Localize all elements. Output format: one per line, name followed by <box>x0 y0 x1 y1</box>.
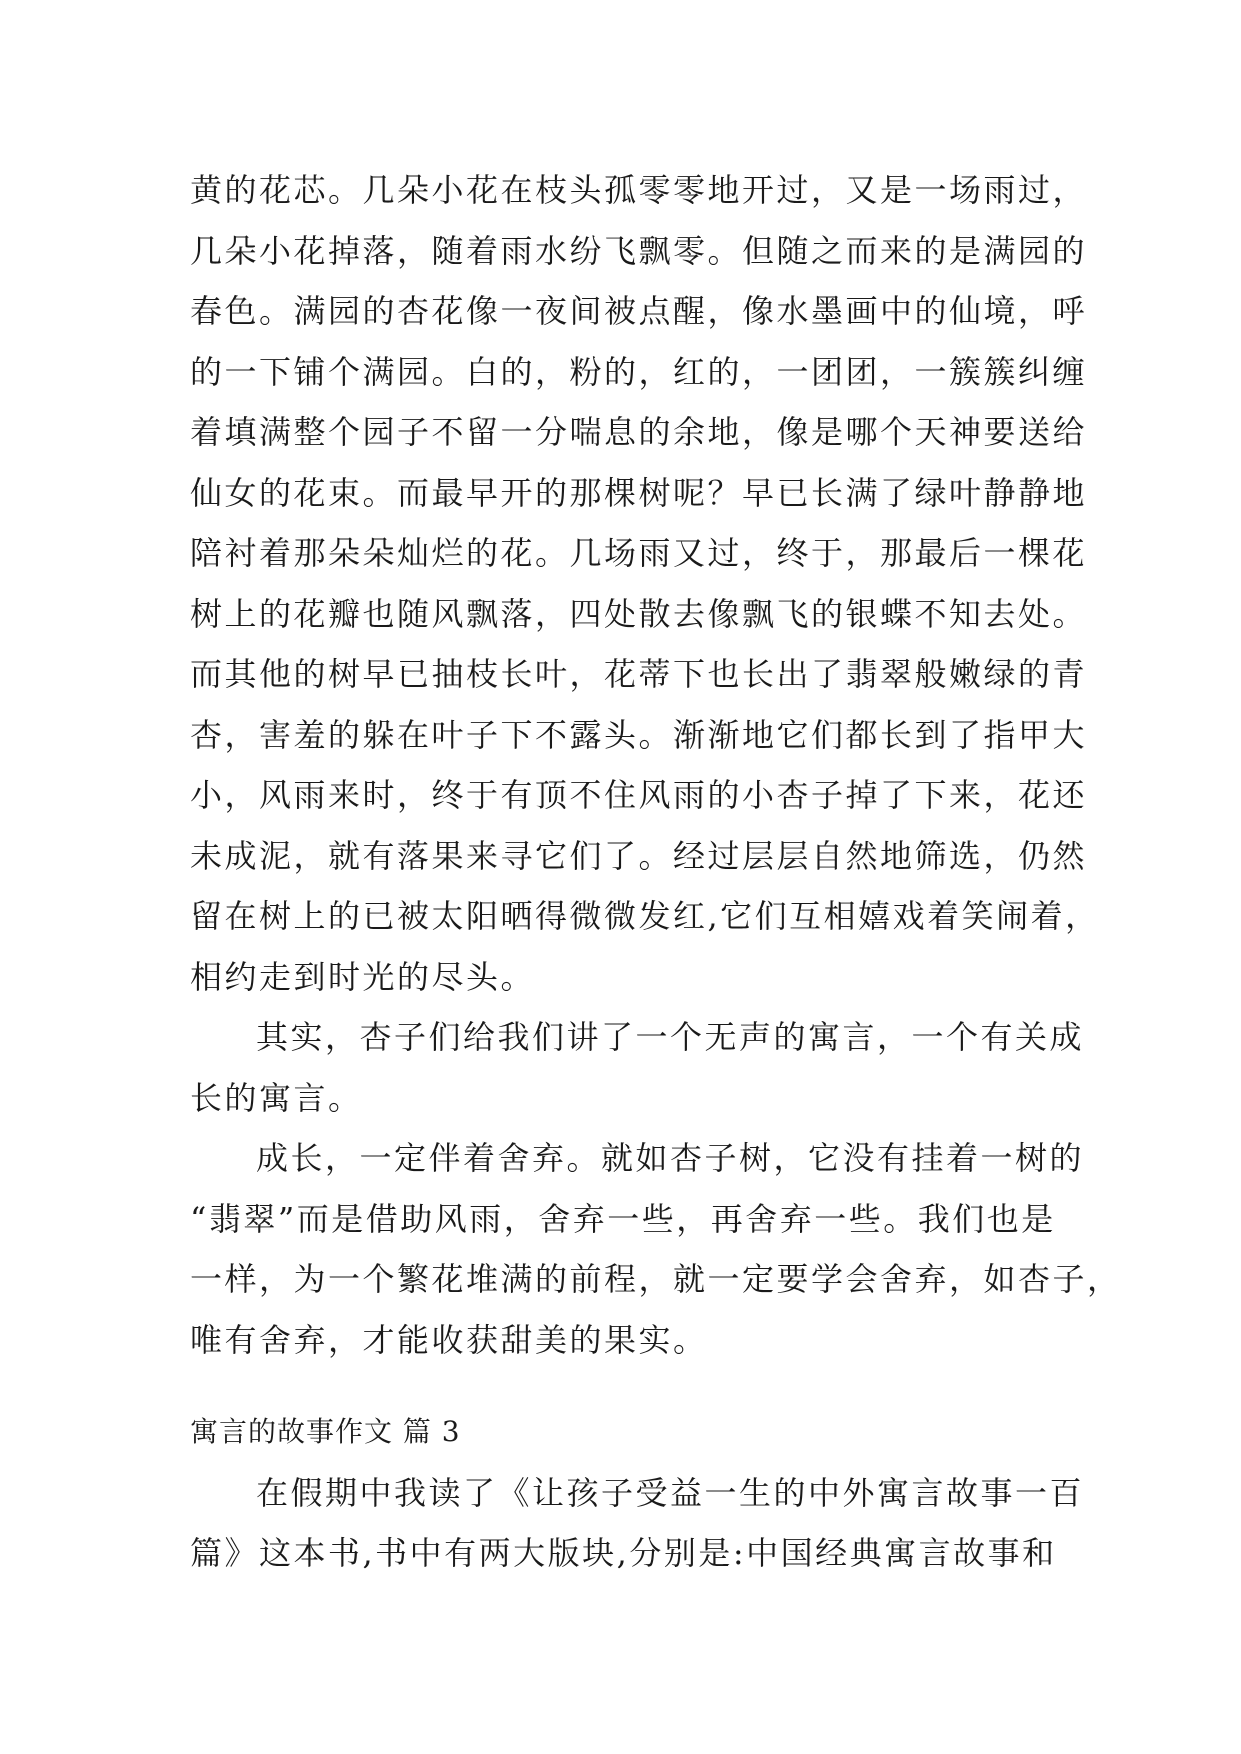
paragraph <box>190 1128 1122 1370</box>
text-line: 长的寓言。 <box>190 1078 363 1117</box>
text-line: 其实，杏子们给我们讲了一个无声的寓言，一个有关成 <box>256 1018 1085 1056</box>
section-spacer <box>190 1370 1062 1402</box>
text-line: 的一下铺个满园。白的，粉的，红的，一团团，一簇簇纠缠 <box>190 352 1088 391</box>
section-heading: 寓言的故事作文 篇 3 <box>190 1415 461 1448</box>
text-line: 杏，害羞的躲在叶子下不露头。渐渐地它们都长到了指甲大 <box>190 715 1088 754</box>
text-line: 成长，一定伴着舍弃。就如杏子树，它没有挂着一树的 <box>256 1139 1085 1177</box>
text-line: 陪衬着那朵朵灿烂的花。几场雨又过，终于，那最后一棵花 <box>190 534 1088 572</box>
document-page <box>190 160 1122 1584</box>
text-line: 一样，为一个繁花堆满的前程，就一定要学会舍弃，如杏子， <box>190 1260 1122 1298</box>
text-line: 黄的花芯。几朵小花在枝头孤零零地开过，又是一场雨过， <box>190 171 1088 209</box>
paragraph <box>190 1007 1085 1128</box>
text-line: 而其他的树早已抽枝长叶，花蒂下也长出了翡翠般嫩绿的青 <box>190 655 1088 693</box>
paragraph <box>190 160 1100 1007</box>
text-line: 春色。满园的杏花像一夜间被点醒，像水墨画中的仙境，呼 <box>190 292 1088 330</box>
text-line: 几朵小花掉落，随着雨水纷飞飘零。但随之而来的是满园的 <box>190 231 1088 270</box>
text-line: 小，风雨来时，终于有顶不住风雨的小杏子掉了下来，花还 <box>190 776 1088 814</box>
text-line: 着填满整个园子不留一分喘息的余地，像是哪个天神要送给 <box>190 413 1088 451</box>
text-line: 未成泥，就有落果来寻它们了。经过层层自然地筛选，仍然 <box>190 836 1088 875</box>
text-line: 仙女的花束。而最早开的那棵树呢？早已长满了绿叶静静地 <box>190 473 1088 512</box>
paragraph <box>190 1463 1085 1584</box>
text-line: 在假期中我读了《让孩子受益一生的中外寓言故事一百 <box>256 1473 1085 1512</box>
text-line: 唯有舍弃，才能收获甜美的果实。 <box>190 1320 708 1359</box>
text-line: 留在树上的已被太阳晒得微微发红,它们互相嬉戏着笑闹着， <box>190 897 1100 935</box>
text-line: 树上的花瓣也随风飘落，四处散去像飘飞的银蝶不知去处。 <box>190 594 1088 633</box>
text-line: 篇》这本书,书中有两大版块,分别是:中国经典寓言故事和 <box>190 1534 1057 1572</box>
text-line: “翡翠”而是借助风雨，舍弃一些，再舍弃一些。我们也是 <box>190 1199 1056 1238</box>
text-line: 相约走到时光的尽头。 <box>190 957 536 996</box>
